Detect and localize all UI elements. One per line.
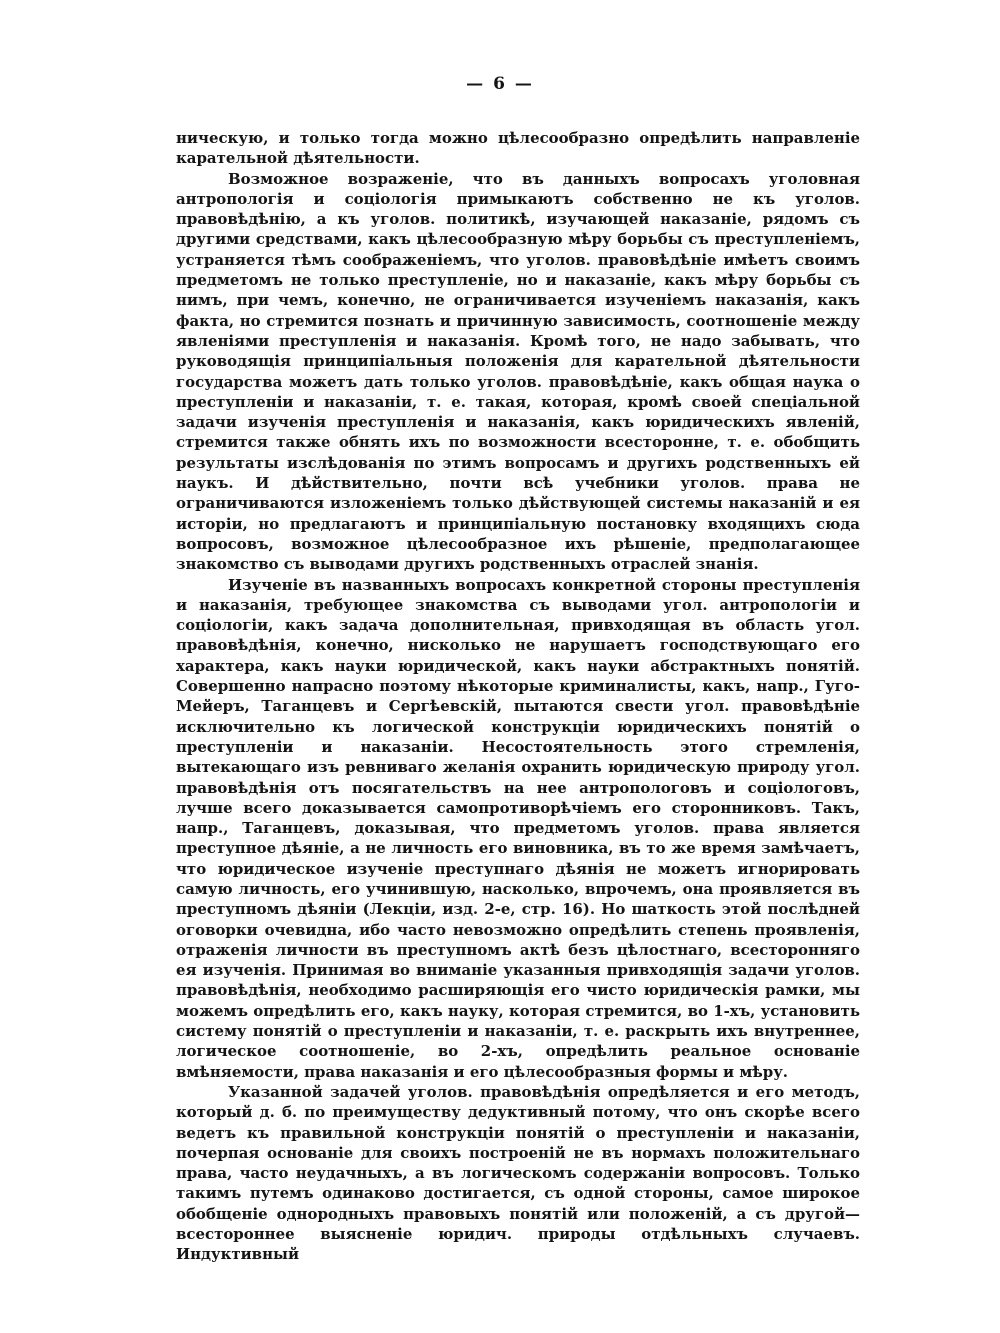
paragraph-2: Возможное возраженіе, что въ данныхъ вопросахъ уголовная антропологія и соціологія примыкаютъ собственно не къ уголов. правовѣдѣнію, а къ уголов. политикѣ, изучающей наказаніе, рядомъ съ другими средствами, какъ цѣлесообразную мѣру борьбы съ преступленіемъ, устраняется тѣмъ соображеніемъ, что уголов. правовѣдѣніе имѣетъ своимъ предметомъ не только преступленіе, но и наказаніе, какъ мѣру борьбы съ нимъ, при чемъ, конечно, не ограничивается изученіемъ наказанія, какъ факта, но стремится познать и причинную зависимость, соотношеніе между явленіями преступленія и наказанія. Кромѣ того, не надо забывать, что руководящія принципіальныя положенія для карательной дѣятельности государства можетъ дать только уголов. правовѣдѣніе, какъ общая наука о преступленіи и наказаніи, т. е. такая, которая, кромѣ своей спеціальной задачи изученія преступленія и наказанія, какъ юридическихъ явленій, стремится также обнять ихъ по возможности всесторонне, т. е. обобщить результаты изслѣдованія по этимъ вопросамъ и другихъ родственныхъ ей наукъ. И дѣйствительно, почти всѣ учебники уголов. права не ограничиваются изложеніемъ только дѣйствующей системы наказаній и ея исторіи, но предлагаютъ и принципіальную постановку входящихъ сюда вопросовъ, возможное цѣлесообразное ихъ рѣшеніе, предполагающее знакомство съ выводами другихъ родственныхъ отраслей знанія.: [176, 169, 860, 574]
body-text: [176, 128, 860, 1265]
paragraph-4: Указанной задачей уголов. правовѣдѣнія опредѣляется и его методъ, который д. б. по преимуществу дедуктивный потому, что онъ скорѣе всего ведетъ къ правильной конструкціи понятій о преступленіи и наказаніи, почерпая основаніе для своихъ построеній не въ нормахъ положительнаго права, часто неудачныхъ, а въ логическомъ содержаніи вопросовъ. Только такимъ путемъ одинаково достигается, съ одной стороны, самое широкое обобщеніе однородныхъ правовыхъ понятій или положеній, а съ другой—всестороннее выясненіе юридич. природы отдѣльныхъ случаевъ. Индуктивный: [176, 1082, 860, 1264]
paragraph-1: ническую, и только тогда можно цѣлесообразно опредѣлить направленіе карательной дѣятельности.: [176, 129, 860, 168]
page-number: — 6 —: [466, 74, 534, 94]
paragraph-3: Изученіе въ названныхъ вопросахъ конкретной стороны преступленія и наказанія, требующее знакомства съ выводами угол. антропологіи и соціологіи, какъ задача дополнительная, привходящая въ область угол. правовѣдѣнія, конечно, нисколько не нарушаетъ господствующаго его характера, какъ науки юридической, какъ науки абстрактныхъ понятій. Совершенно напрасно поэтому нѣкоторые криминалисты, какъ, напр., Гуго-Мейеръ, Таганцевъ и Сергѣевскій, пытаются свести угол. правовѣдѣніе исключительно къ логической конструкціи юридическихъ понятій о преступленіи и наказаніи. Несостоятельность этого стремленія, вытекающаго изъ ревниваго желанія охранить юридическую природу угол. правовѣдѣнія отъ посягательствъ на нее антропологовъ и соціологовъ, лучше всего доказывается самопротиворѣчіемъ его сторонниковъ. Такъ, напр., Таганцевъ, доказывая, что предметомъ уголов. права является преступное дѣяніе, а не личность его виновника, въ то же время замѣчаетъ, что юридическое изученіе преступнаго дѣянія не можетъ игнорировать самую личность, его учинившую, насколько, впрочемъ, она проявляется въ преступномъ дѣяніи (Лекціи, изд. 2-е, стр. 16). Но шаткость этой послѣдней оговорки очевидна, ибо часто невозможно опредѣлить степень проявленія, отраженія личности въ преступномъ актѣ безъ цѣлостнаго, всесторонняго ея изученія. Принимая во вниманіе указанныя привходящія задачи уголов. правовѣдѣнія, необходимо расширяющія его чисто юридическія рамки, мы можемъ опредѣлить его, какъ науку, которая стремится, во 1-хъ, установить систему понятій о преступленіи и наказаніи, т. е. раскрыть ихъ внутреннее, логическое соотношеніе, во 2-хъ, опредѣлить реальное основаніе вмѣняемости, права наказанія и его цѣлесообразныя формы и мѣру.: [176, 575, 860, 1081]
